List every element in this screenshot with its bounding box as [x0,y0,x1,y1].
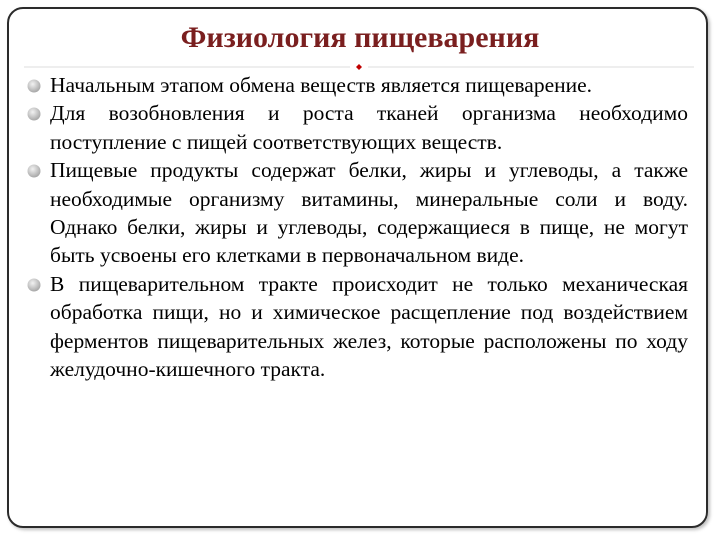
slide-title: Физиология пищеварения [180,21,540,54]
circle-bullet-icon [27,278,41,292]
bullet-text: Для возобновления и роста тканей организма необходимо поступление с пищей соответствующих веществ. [50,101,688,154]
bullet-text: В пищеварительном тракте происходит не только механическая обработка пищи, но и химическое расщепление под воздействием ферментов пищеварительных желез, которые расположены по ходу желудочно-кишечного тракта. [50,271,688,382]
bullet-list [24,71,688,383]
circle-bullet-icon [27,107,41,121]
circle-bullet-icon [27,164,41,178]
list-item [24,99,688,156]
bullet-text: Пищевые продукты содержат белки, жиры и углеводы, а также необходимые организму витамины, минеральные соли и воду. Однако белки, жиры и углеводы, содержащиеся в пище, не могут быть усвоены его клетками в первоначальном виде. [50,158,688,268]
circle-bullet-icon [27,79,41,93]
list-item [24,71,688,99]
bullet-text: Начальным этапом обмена веществ является пищеварение. [50,73,593,97]
list-item [24,270,688,384]
title-divider [24,64,694,70]
list-item [24,156,688,270]
diamond-icon [24,64,694,70]
